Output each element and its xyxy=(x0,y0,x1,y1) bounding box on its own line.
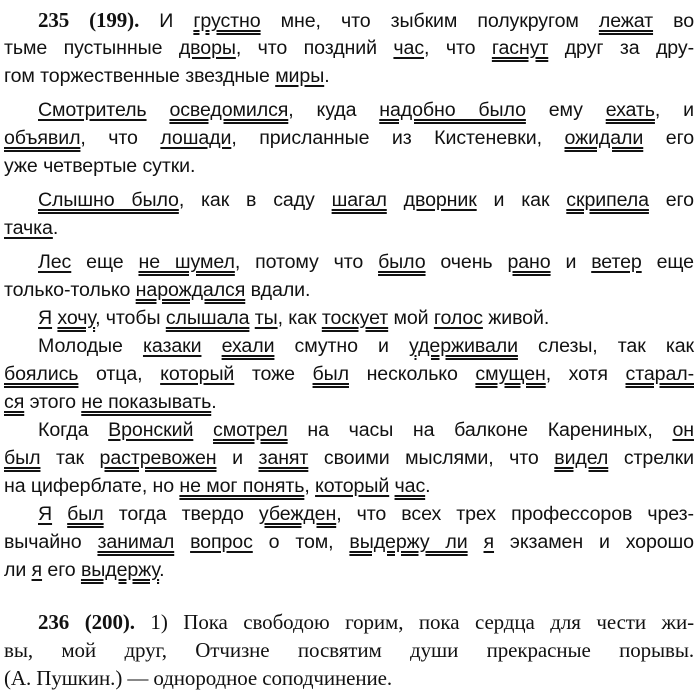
predicate: осведомился xyxy=(169,99,289,121)
predicate: выдержу ли xyxy=(349,531,468,553)
ex235-p2-line2 xyxy=(4,124,694,152)
text: на часы на балконе Карениных, xyxy=(287,419,673,441)
text: 1) Пока свободою горим, пока сердца для чести жи- xyxy=(134,610,694,634)
text: ему xyxy=(525,99,606,121)
subject: который xyxy=(315,475,390,497)
subject: тачка xyxy=(4,217,53,239)
ex235-p4-line2 xyxy=(4,276,694,304)
subject: ветер xyxy=(591,251,642,273)
text: на циферблате, но xyxy=(4,475,180,497)
subject: я xyxy=(483,531,495,553)
text: . xyxy=(52,217,59,239)
text xyxy=(147,99,170,121)
text: . xyxy=(211,391,217,413)
subject: голос xyxy=(433,307,483,329)
predicate: рано xyxy=(507,251,551,273)
predicate: ожидали xyxy=(564,127,644,149)
text xyxy=(201,335,221,357)
text: . xyxy=(324,65,330,87)
text xyxy=(193,419,213,441)
predicate: Слышно было xyxy=(38,189,179,211)
text: о том, xyxy=(252,531,350,553)
ex235-p6-line1 xyxy=(4,332,694,360)
predicate: ся xyxy=(4,391,25,413)
subject: Смотритель xyxy=(38,99,147,121)
predicate: смотрел xyxy=(213,419,288,441)
text: во xyxy=(653,10,695,32)
ex235-p4-line1 xyxy=(4,248,694,276)
predicate: скрипела xyxy=(566,189,649,211)
subject: он xyxy=(672,419,694,441)
text: так xyxy=(40,447,100,469)
ex235-p8-line1 xyxy=(4,500,694,528)
text xyxy=(387,189,404,211)
predicate: ехали xyxy=(221,335,275,357)
subject: казаки xyxy=(142,335,202,357)
text: и xyxy=(216,447,259,469)
subject: Лес xyxy=(38,251,72,273)
predicate: грустно xyxy=(193,10,261,32)
text xyxy=(174,531,190,553)
text: и как xyxy=(476,189,567,211)
text: , как в саду xyxy=(178,189,332,211)
ex235-p7-line1 xyxy=(4,416,694,444)
ex235-p6-line2 xyxy=(4,360,694,388)
text: , куда xyxy=(288,99,380,121)
subject: дворник xyxy=(403,189,477,211)
textbook-page xyxy=(4,6,694,692)
predicate: слышала xyxy=(165,307,250,329)
text: очень xyxy=(425,251,508,273)
ex235-p1-line1 xyxy=(4,6,694,34)
text: смутно и xyxy=(274,335,410,357)
ex235-p3-line2 xyxy=(4,214,694,242)
text: , присланные из Кистеневки, xyxy=(231,127,565,149)
subject: миры xyxy=(275,65,325,87)
text xyxy=(468,531,484,553)
subject: Вронский xyxy=(108,419,194,441)
exercise-number-236: 236 (200). xyxy=(38,610,135,634)
ex235-p1-line2 xyxy=(4,34,694,62)
text: вы, мой друг, Отчизне посвятим души прекрасные порывы. xyxy=(4,638,694,662)
predicate: было xyxy=(378,251,426,273)
text: . xyxy=(159,559,165,581)
predicate: нарождался xyxy=(135,279,246,301)
ex236-line1 xyxy=(4,608,694,636)
predicate: был xyxy=(67,503,104,525)
text: отца, xyxy=(78,363,161,385)
predicate: выдержу xyxy=(80,559,160,581)
text: слезы, так как xyxy=(517,335,694,357)
predicate: не мог понять xyxy=(179,475,305,497)
predicate: час xyxy=(394,475,426,497)
predicate: гаснут xyxy=(491,37,549,59)
subject: лошади xyxy=(160,127,232,149)
predicate: хочу xyxy=(57,307,96,329)
predicate: занимал xyxy=(97,531,175,553)
text: и xyxy=(550,251,592,273)
text: . xyxy=(425,475,431,497)
ex235-p8-line2 xyxy=(4,528,694,556)
text: тогда твердо xyxy=(103,503,259,525)
text: его xyxy=(643,127,694,149)
text: своими мыслями, что xyxy=(308,447,555,469)
subject: я xyxy=(31,559,43,581)
predicate: ехать xyxy=(605,99,655,121)
text: (А. Пушкин.) — однородное соподчинение. xyxy=(4,666,393,690)
predicate: занят xyxy=(258,447,309,469)
text: мой xyxy=(388,307,434,329)
text: , что xyxy=(424,37,492,59)
subject: Я xyxy=(38,307,53,329)
ex235-p7-line2 xyxy=(4,444,694,472)
text: только-только xyxy=(4,279,136,301)
text: , потому что xyxy=(234,251,379,273)
text: , и xyxy=(654,99,694,121)
text: его xyxy=(648,189,694,211)
text: Когда xyxy=(38,419,109,441)
ex235-p2-line3 xyxy=(4,152,694,180)
predicate: боялись xyxy=(4,363,79,385)
predicate: видел xyxy=(554,447,609,469)
text: друг за дру- xyxy=(548,37,695,59)
text: уже четвертые сутки. xyxy=(4,155,196,177)
predicate: шагал xyxy=(331,189,387,211)
ex235-p7-line3 xyxy=(4,472,694,500)
text: ли xyxy=(4,559,32,581)
predicate: не показывать xyxy=(81,391,212,413)
text: экзамен и хорошо xyxy=(494,531,694,553)
text: , что всех трех профессоров чрез- xyxy=(336,503,694,525)
subject: Я xyxy=(38,503,53,525)
ex236-line2 xyxy=(4,636,694,664)
predicate: лежат xyxy=(598,10,654,32)
text: вдали. xyxy=(245,279,311,301)
ex235-p8-line3 xyxy=(4,556,694,584)
predicate: был xyxy=(312,363,349,385)
subject: дворы xyxy=(178,37,236,59)
text: его xyxy=(42,559,81,581)
subject: вопрос xyxy=(190,531,253,553)
ex235-p6-line3 xyxy=(4,388,694,416)
predicate: был xyxy=(4,447,41,469)
text: , как xyxy=(277,307,322,329)
text: этого xyxy=(24,391,82,413)
ex235-p3-line1 xyxy=(4,186,694,214)
text: живой. xyxy=(482,307,550,329)
ex235-p5-line1 xyxy=(4,304,694,332)
text: тьме пустынные xyxy=(4,37,179,59)
text: несколько xyxy=(348,363,476,385)
subject: час xyxy=(393,37,425,59)
text: еще xyxy=(641,251,694,273)
ex235-p1-line3 xyxy=(4,62,694,90)
text: И xyxy=(139,10,194,32)
subject: ты xyxy=(254,307,278,329)
predicate: старал- xyxy=(625,363,694,385)
ex235-p2-line1 xyxy=(4,96,694,124)
text: еще xyxy=(71,251,139,273)
text: , xyxy=(304,475,316,497)
predicate: объявил xyxy=(4,127,81,149)
predicate: смущен xyxy=(475,363,546,385)
text: Молодые xyxy=(38,335,143,357)
text: тоже xyxy=(234,363,313,385)
text: , что xyxy=(80,127,161,149)
predicate: растревожен xyxy=(99,447,217,469)
text xyxy=(52,503,67,525)
predicate: надобно было xyxy=(379,99,526,121)
text: , что поздний xyxy=(235,37,394,59)
text: вычайно xyxy=(4,531,98,553)
exercise-number-235: 235 (199). xyxy=(38,8,140,32)
ex236-line3 xyxy=(4,664,694,692)
text: , хотя xyxy=(545,363,626,385)
text: , чтобы xyxy=(95,307,166,329)
predicate: тоскует xyxy=(321,307,389,329)
text: гом торжественные звездные xyxy=(4,65,276,87)
predicate: не шумел xyxy=(138,251,235,273)
text: стрелки xyxy=(608,447,694,469)
predicate: удерживали xyxy=(409,335,518,357)
subject: который xyxy=(160,363,235,385)
text: мне, что зыбким полукругом xyxy=(260,10,599,32)
predicate: убежден xyxy=(258,503,337,525)
